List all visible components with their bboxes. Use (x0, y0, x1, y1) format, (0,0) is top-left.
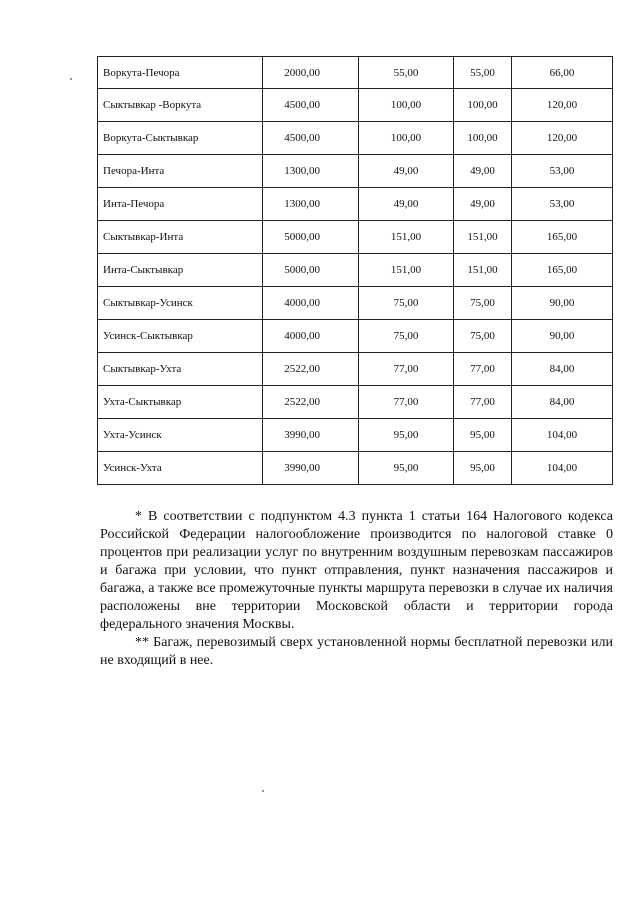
route-cell: Воркута-Печора (98, 57, 263, 89)
base-fare-cell: 2522,00 (263, 386, 359, 419)
value-cell: 100,00 (359, 122, 454, 155)
value-cell: 100,00 (454, 122, 512, 155)
route-cell: Усинск-Сыктывкар (98, 320, 263, 353)
value-cell: 49,00 (454, 188, 512, 221)
value-cell: 151,00 (454, 254, 512, 287)
table-row (98, 155, 613, 188)
value-cell: 53,00 (512, 188, 613, 221)
route-cell: Ухта-Усинск (98, 419, 263, 452)
route-cell: Сыктывкар-Усинск (98, 287, 263, 320)
value-cell: 104,00 (512, 452, 613, 485)
route-cell: Ухта-Сыктывкар (98, 386, 263, 419)
base-fare-cell: 4500,00 (263, 89, 359, 122)
value-cell: 90,00 (512, 287, 613, 320)
route-cell: Сыктывкар -Воркута (98, 89, 263, 122)
value-cell: 165,00 (512, 254, 613, 287)
value-cell: 95,00 (454, 452, 512, 485)
table-row (98, 221, 613, 254)
value-cell: 77,00 (454, 353, 512, 386)
route-cell: Сыктывкар-Инта (98, 221, 263, 254)
table-row (98, 188, 613, 221)
table-row (98, 287, 613, 320)
value-cell: 49,00 (359, 155, 454, 188)
value-cell: 95,00 (359, 452, 454, 485)
footnote-vat: * В соответствии с подпунктом 4.3 пункта 1 статьи 164 Налогового кодекса Российской Федерации налогообложение производится по налоговой ставке 0 процентов при реализации услуг по внутренним воздушным перевозкам пассажиров и багажа при условии, что пункт отправления, пункт назначения пассажиров и багажа, а также все промежуточные пункты маршрута перевозки в случае их наличия расположены вне территории Московской области и территории города федерального значения Москвы. (100, 509, 613, 632)
value-cell: 75,00 (359, 287, 454, 320)
base-fare-cell: 4500,00 (263, 122, 359, 155)
base-fare-cell: 3990,00 (263, 419, 359, 452)
value-cell: 49,00 (359, 188, 454, 221)
value-cell: 151,00 (359, 221, 454, 254)
base-fare-cell: 4000,00 (263, 287, 359, 320)
value-cell: 75,00 (454, 287, 512, 320)
base-fare-cell: 2522,00 (263, 353, 359, 386)
route-cell: Сыктывкар-Ухта (98, 353, 263, 386)
value-cell: 55,00 (359, 57, 454, 89)
value-cell: 53,00 (512, 155, 613, 188)
base-fare-cell: 1300,00 (263, 155, 359, 188)
table-row (98, 254, 613, 287)
base-fare-cell: 4000,00 (263, 320, 359, 353)
value-cell: 75,00 (454, 320, 512, 353)
route-cell: Усинск-Ухта (98, 452, 263, 485)
scan-speck (70, 78, 72, 80)
table-row (98, 89, 613, 122)
value-cell: 77,00 (454, 386, 512, 419)
table-row (98, 452, 613, 485)
base-fare-cell: 2000,00 (263, 57, 359, 89)
table-row (98, 122, 613, 155)
value-cell: 66,00 (512, 57, 613, 89)
base-fare-cell: 3990,00 (263, 452, 359, 485)
table-row (98, 353, 613, 386)
route-cell: Печора-Инта (98, 155, 263, 188)
base-fare-cell: 5000,00 (263, 254, 359, 287)
table-row (98, 320, 613, 353)
base-fare-cell: 5000,00 (263, 221, 359, 254)
value-cell: 151,00 (454, 221, 512, 254)
table-row (98, 57, 613, 89)
value-cell: 120,00 (512, 122, 613, 155)
base-fare-cell: 1300,00 (263, 188, 359, 221)
value-cell: 95,00 (359, 419, 454, 452)
value-cell: 77,00 (359, 386, 454, 419)
scan-speck (262, 790, 264, 792)
value-cell: 151,00 (359, 254, 454, 287)
fares-table (97, 56, 613, 485)
route-cell: Воркута-Сыктывкар (98, 122, 263, 155)
value-cell: 95,00 (454, 419, 512, 452)
value-cell: 100,00 (454, 89, 512, 122)
route-cell: Инта-Печора (98, 188, 263, 221)
value-cell: 49,00 (454, 155, 512, 188)
value-cell: 84,00 (512, 353, 613, 386)
value-cell: 100,00 (359, 89, 454, 122)
value-cell: 75,00 (359, 320, 454, 353)
value-cell: 165,00 (512, 221, 613, 254)
table-row (98, 386, 613, 419)
footnote-baggage: ** Багаж, перевозимый сверх установленной нормы бесплатной перевозки или не входящий в нее. (100, 635, 613, 668)
value-cell: 77,00 (359, 353, 454, 386)
value-cell: 55,00 (454, 57, 512, 89)
value-cell: 84,00 (512, 386, 613, 419)
route-cell: Инта-Сыктывкар (98, 254, 263, 287)
table-row (98, 419, 613, 452)
value-cell: 120,00 (512, 89, 613, 122)
footnotes (100, 508, 613, 670)
value-cell: 90,00 (512, 320, 613, 353)
value-cell: 104,00 (512, 419, 613, 452)
